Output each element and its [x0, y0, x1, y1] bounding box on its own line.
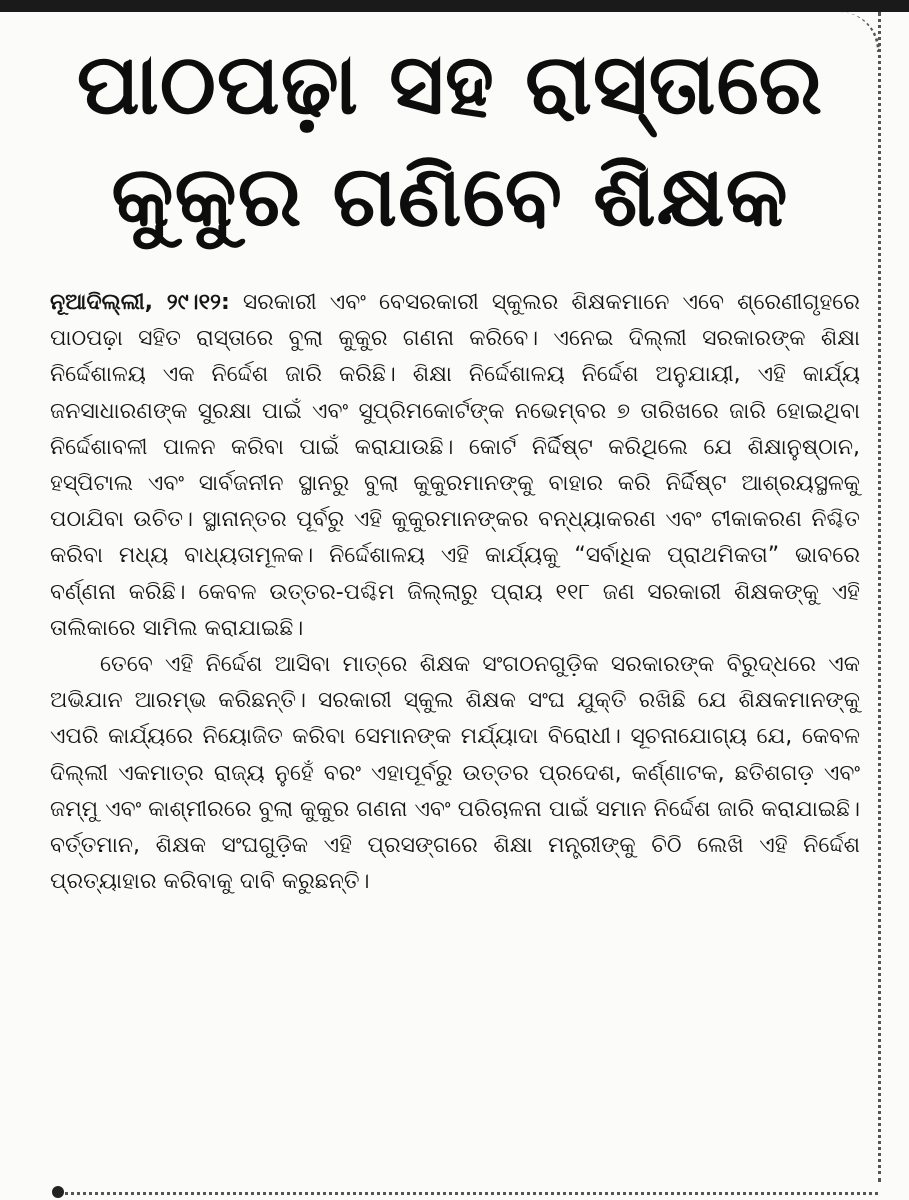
headline	[30, 28, 870, 252]
clipping-border-bottom	[60, 1192, 878, 1195]
dateline: ନୂଆଦିଲ୍ଲୀ, ୨୯।୧୨:	[50, 290, 230, 315]
article-body	[50, 285, 860, 900]
bullet-dot	[52, 1186, 64, 1198]
headline-line-2: କୁକୁର ଗଣିବେ ଶିକ୍ଷକ	[111, 147, 789, 245]
paragraph-1-text: ସରକାରୀ ଏବଂ ବେସରକାରୀ ସ୍କୁଲର ଶିକ୍ଷକମାନେ ଏବେ ଶ୍ରେଣୀଗୃହରେ ପାଠପଢ଼ା ସହିତ ରାସ୍ତାରେ ବୁଲା କୁକୁର ଗଣନା କରିବେ। ଏନେଇ ଦିଲ୍ଲୀ ସରକାରଙ୍କ ଶିକ୍ଷା ନିର୍ଦ୍ଦେଶାଳୟ ଏକ ନିର୍ଦ୍ଦେଶ ଜାରି କରିଛି। ଶିକ୍ଷା ନିର୍ଦ୍ଦେଶାଳୟ ନିର୍ଦ୍ଦେଶ ଅନୁଯାୟୀ, ଏହି କାର୍ଯ୍ୟ ଜନସାଧାରଣଙ୍କ ସୁରକ୍ଷା ପାଇଁ ଏବଂ ସୁପ୍ରିମକୋର୍ଟଙ୍କ ନଭେମ୍ବର ୭ ତାରିଖରେ ଜାରି ହୋଇଥିବା ନିର୍ଦ୍ଦେଶାବଳୀ ପାଳନ କରିବା ପାଇଁ କରାଯାଉଛି। କୋର୍ଟ ନିର୍ଦ୍ଦିଷ୍ଟ କରିଥିଲେ ଯେ ଶିକ୍ଷାନୁଷ୍ଠାନ, ହସ୍ପିଟାଲ ଏବଂ ସାର୍ବଜନୀନ ସ୍ଥାନରୁ ବୁଲା କୁକୁରମାନଙ୍କୁ ବାହାର କରି ନିର୍ଦ୍ଦିଷ୍ଟ ଆଶ୍ରୟସ୍ଥଳକୁ ପଠାଯିବା ଉଚିତ। ସ୍ଥାନାନ୍ତର ପୂର୍ବରୁ ଏହି କୁକୁରମାନଙ୍କର ବନ୍ଧ୍ୟାକରଣ ଏବଂ ଟୀକାକରଣ ନିଶ୍ଚିତ କରିବା ମଧ୍ୟ ବାଧ୍ୟତାମୂଳକ। ନିର୍ଦ୍ଦେଶାଳୟ ଏହି କାର୍ଯ୍ୟକୁ “ସର୍ବାଧିକ ପ୍ରାଥମିକତା” ଭାବରେ ବର୍ଣ୍ଣନା କରିଛି। କେବଳ ଉତ୍ତର-ପଶ୍ଚିମ ଜିଲ୍ଲାରୁ ପ୍ରାୟ ୧୧୮ ଜଣ ସରକାରୀ ଶିକ୍ଷକଙ୍କୁ ଏହି ତାଲିକାରେ ସାମିଲ କରାଯାଇଛି।	[50, 290, 860, 641]
article-paragraph-2: ତେବେ ଏହି ନିର୍ଦ୍ଦେଶ ଆସିବା ମାତ୍ରେ ଶିକ୍ଷକ ସଂଗଠନଗୁଡ଼ିକ ସରକାରଙ୍କ ବିରୁଦ୍ଧରେ ଏକ ଅଭିଯାନ ଆରମ୍ଭ କରିଛନ୍ତି। ସରକାରୀ ସ୍କୁଲ ଶିକ୍ଷକ ସଂଘ ଯୁକ୍ତି ରଖିଛି ଯେ ଶିକ୍ଷକମାନଙ୍କୁ ଏପରି କାର୍ଯ୍ୟରେ ନିୟୋଜିତ କରିବା ସେମାନଙ୍କ ମର୍ଯ୍ୟାଦା ବିରୋଧୀ। ସୂଚନାଯୋଗ୍ୟ ଯେ, କେବଳ ଦିଲ୍ଲୀ ଏକମାତ୍ର ରାଜ୍ୟ ନୁହେଁ ବରଂ ଏହାପୂର୍ବରୁ ଉତ୍ତର ପ୍ରଦେଶ, କର୍ଣ୍ଣାଟକ, ଛତିଶଗଡ଼ ଏବଂ ଜମ୍ମୁ ଏବଂ କାଶ୍ମୀରରେ ବୁଲା କୁକୁର ଗଣନା ଏବଂ ପରିଚାଳନା ପାଇଁ ସମାନ ନିର୍ଦ୍ଦେଶ ଜାରି କରାଯାଇଛି। ବର୍ତ୍ତମାନ, ଶିକ୍ଷକ ସଂଘଗୁଡ଼ିକ ଏହି ପ୍ରସଙ୍ଗରେ ଶିକ୍ଷା ମନ୍ତ୍ରୀଙ୍କୁ ଚିଠି ଲେଖି ଏହି ନିର୍ଦ୍ଦେଶ ପ୍ରତ୍ୟାହାର କରିବାକୁ ଦାବି କରୁଛନ୍ତି।	[50, 652, 860, 895]
headline-line-1: ପାଠପଢ଼ା ସହ ରାସ୍ତାରେ	[76, 35, 824, 133]
article-paragraph-1	[50, 285, 860, 647]
clipping-border-right	[878, 12, 881, 1182]
top-bar	[0, 0, 909, 12]
